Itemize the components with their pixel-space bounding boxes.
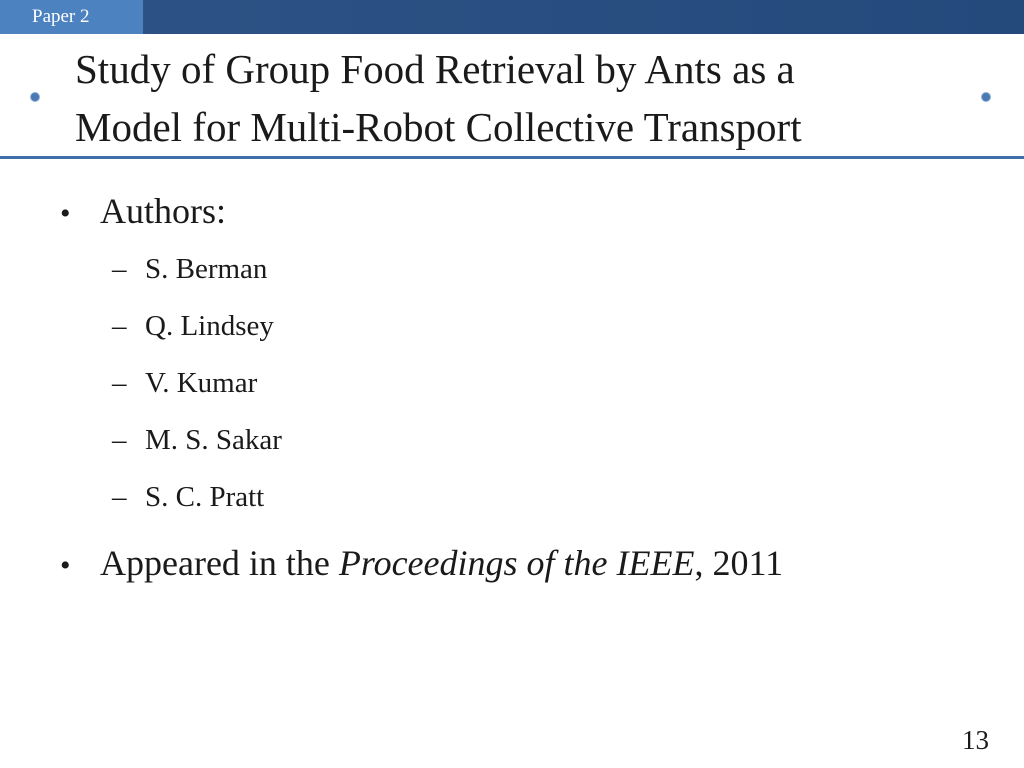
- author-name: S. C. Pratt: [145, 481, 265, 513]
- author-item: [112, 481, 264, 514]
- slide-title-line-2: Model for Multi-Robot Collective Transport: [75, 104, 802, 150]
- author-name: S. Berman: [145, 253, 268, 285]
- author-name: M. S. Sakar: [145, 424, 282, 456]
- author-name: Q. Lindsey: [145, 310, 274, 342]
- author-item: [112, 367, 257, 400]
- bullet-appeared: [60, 542, 783, 584]
- authors-label: Authors:: [100, 191, 226, 231]
- dash-marker: –: [112, 481, 127, 513]
- section-tab: Paper 2: [0, 0, 143, 34]
- bullet-marker: •: [60, 197, 71, 230]
- author-item: [112, 424, 282, 457]
- header-bar: [0, 0, 1024, 34]
- appeared-venue: Proceedings of the IEEE: [338, 543, 695, 583]
- title-dot-right: [981, 92, 991, 102]
- dash-marker: –: [112, 424, 127, 456]
- title-rule: [0, 156, 1024, 159]
- page-number: 13: [962, 725, 989, 755]
- slide-title-line-1: Study of Group Food Retrieval by Ants as a: [75, 46, 795, 92]
- slide-title: [75, 40, 975, 156]
- author-name: V. Kumar: [145, 367, 258, 399]
- dash-marker: –: [112, 253, 127, 285]
- bullet-marker: •: [60, 549, 71, 582]
- dash-marker: –: [112, 310, 127, 342]
- dash-marker: –: [112, 367, 127, 399]
- author-item: [112, 253, 267, 286]
- appeared-prefix: Appeared in the: [100, 543, 339, 583]
- author-item: [112, 310, 274, 343]
- appeared-suffix: , 2011: [694, 543, 784, 583]
- bullet-authors: [60, 190, 226, 232]
- title-dot-left: [30, 92, 40, 102]
